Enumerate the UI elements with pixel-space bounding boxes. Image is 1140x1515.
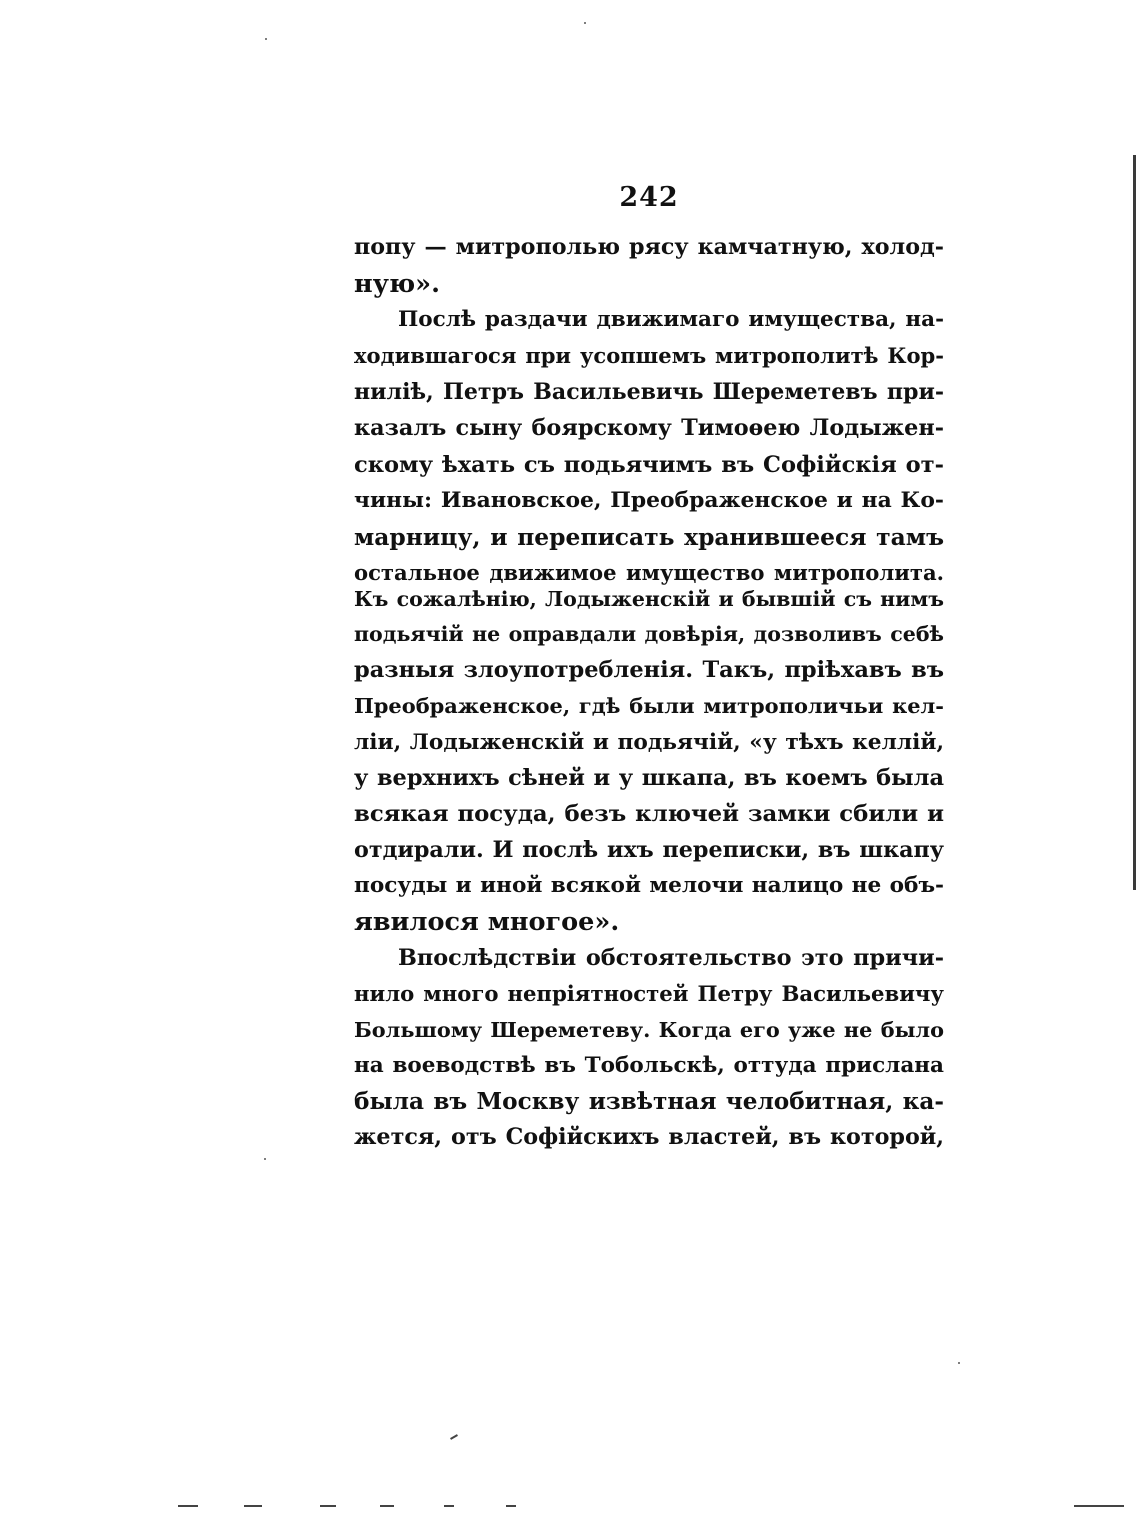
- scan-speck: [958, 1362, 960, 1364]
- scan-mark: [450, 1434, 458, 1440]
- text-line: всякая посуда, безъ ключей замки сбили и: [354, 801, 944, 827]
- text-line: ходившагося при усопшемъ митрополитѣ Кор-: [354, 343, 944, 368]
- text-line: Послѣ раздачи движимаго имущества, на-: [398, 307, 944, 332]
- text-line: попу — митрополью рясу камчатную, холод-: [354, 234, 944, 260]
- scan-edge-mark: [244, 1505, 262, 1507]
- text-line: Къ сожалѣнiю, Лодыженскiй и бывшiй съ нимъ: [354, 587, 944, 611]
- text-line: была въ Москву извѣтная челобитная, ка-: [354, 1088, 944, 1115]
- page-number: 242: [619, 182, 679, 213]
- text-line: скому ѣхать съ подьячимъ въ Софiйскiя от-: [354, 452, 944, 478]
- page-edge-shadow: [1133, 155, 1136, 890]
- scan-edge-mark: [444, 1505, 454, 1507]
- text-line: жется, отъ Софiйскихъ властей, въ которой,: [354, 1124, 944, 1150]
- scan-edge-mark: [320, 1505, 336, 1507]
- scan-edge-mark: [1074, 1505, 1124, 1507]
- text-line: нилiѣ, Петръ Васильевичь Шереметевъ при-: [354, 379, 944, 405]
- text-line: посуды и иной всякой мелочи налицо не объ-: [354, 873, 944, 898]
- scan-speck: [264, 1158, 266, 1160]
- text-line: Большому Шереметеву. Когда его уже не было: [354, 1017, 944, 1042]
- text-line: нило много непрiятностей Петру Васильевичу: [354, 981, 944, 1006]
- scan-speck: [265, 38, 267, 40]
- scan-edge-mark: [178, 1505, 198, 1507]
- text-line: разныя злоупотребленiя. Такъ, прiѣхавъ въ: [354, 657, 944, 683]
- text-line: Впослѣдствiи обстоятельство это причи-: [398, 945, 944, 971]
- text-line: у верхнихъ сѣней и у шкапа, въ коемъ была: [354, 765, 944, 791]
- text-line: на воеводствѣ въ Тобольскѣ, оттуда прислана: [354, 1053, 944, 1078]
- text-line: казалъ сыну боярскому Тимоѳею Лодыжен-: [354, 415, 944, 441]
- scan-edge-mark: [380, 1505, 394, 1507]
- text-line: отдирали. И послѣ ихъ переписки, въ шкапу: [354, 837, 944, 863]
- text-line: чины: Ивановское, Преображенское и на Ко-: [354, 488, 944, 513]
- scan-speck: [584, 22, 586, 24]
- text-line: подьячiй не оправдали довѣрiя, дозволивъ себѣ: [354, 622, 944, 646]
- text-line: марницу, и переписать хранившееся тамъ: [354, 523, 944, 551]
- text-line: Преображенское, гдѣ были митрополичьи кел-: [354, 693, 944, 718]
- text-line: явилося многое».: [354, 907, 620, 937]
- text-line: остальное движимое имущество митрополита.: [354, 560, 944, 585]
- scan-edge-mark: [506, 1505, 516, 1507]
- text-line: ную».: [354, 269, 440, 299]
- text-line: лiи, Лодыженскiй и подьячiй, «у тѣхъ келлiй,: [354, 730, 944, 755]
